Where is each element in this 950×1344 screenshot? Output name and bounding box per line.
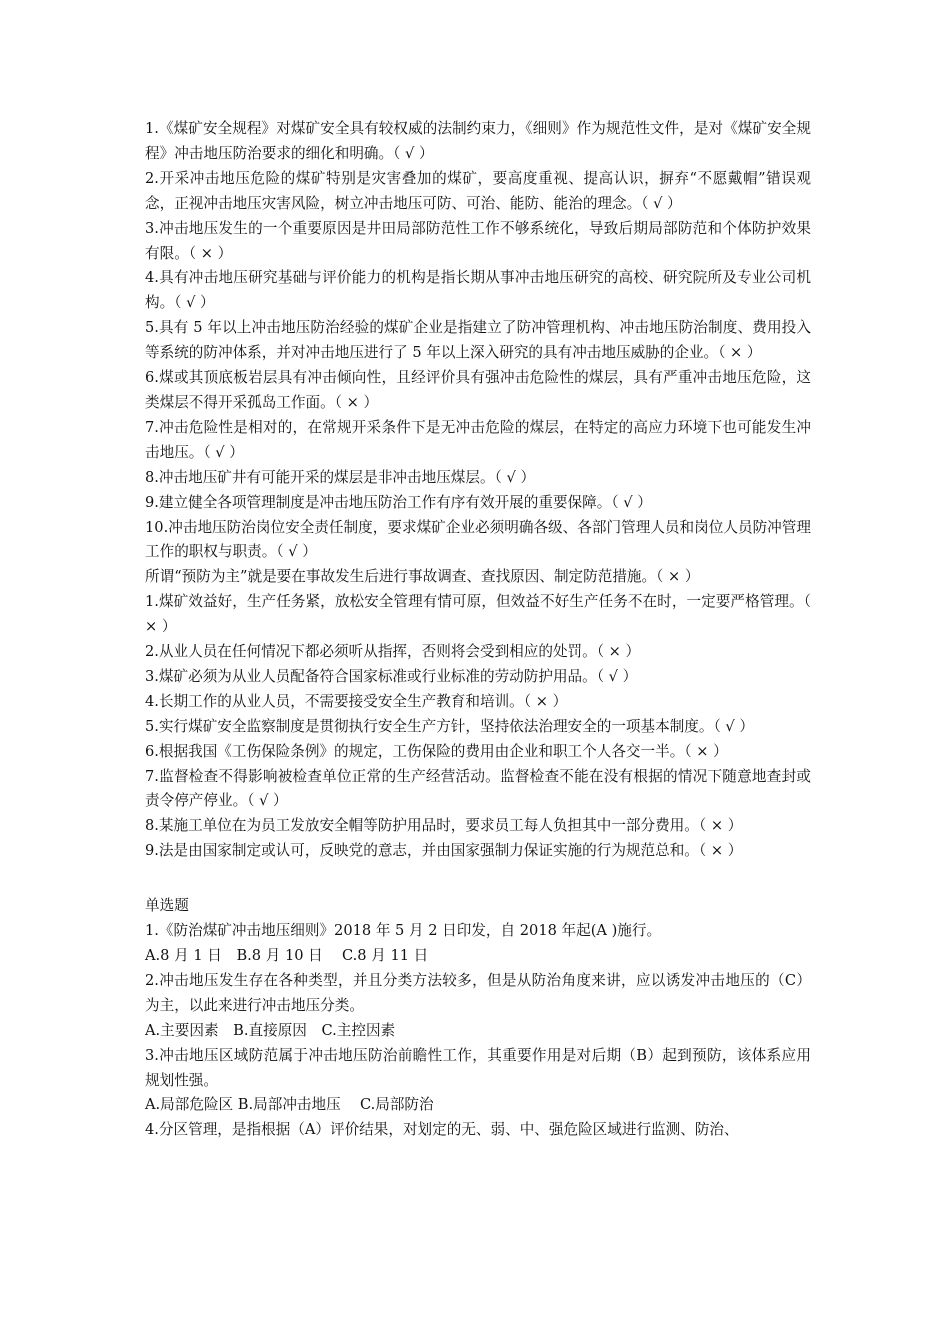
sc-options-2: A.主要因素 B.直接原因 C.主控因素 xyxy=(145,1021,396,1039)
true-false-section xyxy=(145,117,811,864)
tf-item-10: 10.冲击地压防治岗位安全责任制度，要求煤矿企业必须明确各级、各部门管理人员和岗位人员防冲管理工作的职权与职责。（ √ ） xyxy=(145,518,811,561)
tf-item-5: 5.具有 5 年以上冲击地压防治经验的煤矿企业是指建立了防冲管理机构、冲击地压防治制度、费用投入等系统的防冲体系，并对冲击地压进行了 5 年以上深入研究的具有冲击地压威胁的企业。（ × ） xyxy=(145,319,811,362)
tf2-item-2: 2.从业人员在任何情况下都必须听从指挥，否则将会受到相应的处罚。（ × ） xyxy=(145,643,641,661)
tf2-item-9: 9.法是由国家制定或认可，反映党的意志，并由国家强制力保证实施的行为规范总和。（ × ） xyxy=(145,842,743,860)
tf2-item-1: 1.煤矿效益好，生产任务紧，放松安全管理有情可原，但效益不好生产任务不在时，一定要严格管理。（ × ） xyxy=(145,593,811,636)
section-gap xyxy=(145,864,811,894)
tf-item-8: 8.冲击地压矿井有可能开采的煤层是非冲击地压煤层。（ √ ） xyxy=(145,468,536,486)
tf-item-4: 4.具有冲击地压研究基础与评价能力的机构是指长期从事冲击地压研究的高校、研究院所及专业公司机构。（ √ ） xyxy=(145,269,811,312)
sc-question-3: 3.冲击地压区域防范属于冲击地压防治前瞻性工作，其重要作用是对后期（B）起到预防，该体系应用规划性强。 xyxy=(145,1046,811,1089)
tf-item-7: 7.冲击危险性是相对的，在常规开采条件下是无冲击危险的煤层，在特定的高应力环境下也可能发生冲击地压。（ √ ） xyxy=(145,418,811,461)
tf-item-2: 2.开采冲击地压危险的煤矿特别是灾害叠加的煤矿，要高度重视、提高认识，摒弃“不愿戴帽”错误观念，正视冲击地压灾害风险，树立冲击地压可防、可治、能防、能治的理念。（ √ ） xyxy=(145,169,811,212)
tf-item-1: 1.《煤矿安全规程》对煤矿安全具有较权威的法制约束力，《细则》作为规范性文件，是对《煤矿安全规程》冲击地压防治要求的细化和明确。（ √ ） xyxy=(145,120,811,162)
section-heading: 单选题 xyxy=(145,897,189,915)
tf2-item-6: 6.根据我国《工伤保险条例》的规定，工伤保险的费用由企业和职工个人各交一半。（ × ） xyxy=(145,742,728,760)
sc-question-2: 2.冲击地压发生存在各种类型，并且分类方法较多，但是从防治角度来讲，应以诱发冲击地压的（C）为主，以此来进行冲击地压分类。 xyxy=(145,971,811,1014)
tf-item-prevention: 所谓“预防为主”就是要在事故发生后进行事故调查、查找原因、制定防范措施。（ × ） xyxy=(145,568,700,586)
sc-question-1: 1.《防治煤矿冲击地压细则》2018 年 5 月 2 日印发，自 2018 年起(A )施行。 xyxy=(145,922,662,940)
tf2-item-4: 4.长期工作的从业人员，不需要接受安全生产教育和培训。（ × ） xyxy=(145,692,568,710)
tf2-item-3: 3.煤矿必须为从业人员配备符合国家标准或行业标准的劳动防护用品。（ √ ） xyxy=(145,667,638,685)
single-choice-section xyxy=(145,894,811,1143)
sc-options-3: A.局部危险区 B.局部冲击地压 C.局部防治 xyxy=(145,1096,434,1114)
tf-item-6: 6.煤或其顶底板岩层具有冲击倾向性，且经评价具有强冲击危险性的煤层，具有严重冲击地压危险，这类煤层不得开采孤岛工作面。（ × ） xyxy=(145,369,811,411)
sc-options-1: A.8 月 1 日 B.8 月 10 日 C.8 月 11 日 xyxy=(145,947,429,964)
tf2-item-5: 5.实行煤矿安全监察制度是贯彻执行安全生产方针，坚持依法治理安全的一项基本制度。（ √ ） xyxy=(145,717,754,735)
tf-item-9: 9.建立健全各项管理制度是冲击地压防治工作有序有效开展的重要保障。（ √ ） xyxy=(145,493,652,511)
tf2-item-8: 8.某施工单位在为员工发放安全帽等防护用品时，要求员工每人负担其中一部分费用。（ × ） xyxy=(145,817,743,835)
sc-question-4: 4.分区管理，是指根据（A）评价结果，对划定的无、弱、中、强危险区域进行监测、防治、 xyxy=(145,1121,739,1139)
document-page xyxy=(145,117,811,1143)
tf2-item-7: 7.监督检查不得影响被检查单位正常的生产经营活动。监督检查不能在没有根据的情况下随意地查封或责令停产停业。（ √ ） xyxy=(145,767,811,810)
tf-item-3: 3.冲击地压发生的一个重要原因是井田局部防范性工作不够系统化，导致后期局部防范和个体防护效果有限。（ × ） xyxy=(145,219,811,262)
